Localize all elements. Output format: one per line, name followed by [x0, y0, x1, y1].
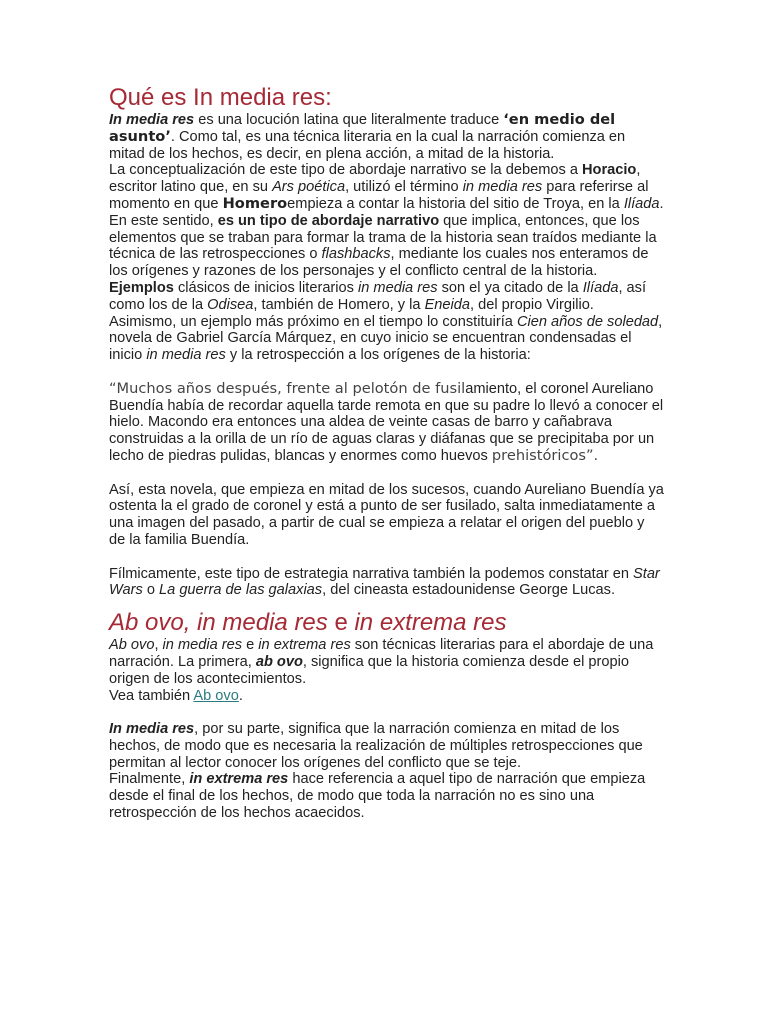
quote-paragraph: [109, 381, 664, 465]
text-span: , mediante los cuales nos enteramos de los orígenes y razones de los personajes y el conflicto central de la historia.: [109, 246, 649, 280]
text-span: Finalmente,: [109, 771, 190, 788]
examples-paragraph: [109, 280, 664, 364]
title-ars-poetica: Ars poética: [272, 179, 346, 196]
section-title-in-media-res: Qué es In media res:: [109, 84, 332, 111]
text-span: son técnicas literarias para el abordaje de una narración. La primera,: [109, 637, 654, 670]
see-also-line: [109, 688, 664, 705]
text-span: e: [242, 637, 259, 654]
quote-lead: “Muchos años después, frente al pelotón de fusil: [109, 379, 466, 397]
translation-phrase: ‘en medio del asunto’: [109, 111, 616, 145]
text-span: La conceptualización de este tipo de abordaje narrativo se la debemos a: [109, 162, 582, 179]
text-span: , también de Homero, y la: [253, 296, 425, 313]
text-span: y la retrospección a los orígenes de la historia:: [225, 347, 531, 364]
text-span: , así como los de la: [109, 279, 647, 313]
text-span: , por su parte, significa que la narración comienza en mitad de los hechos, de modo que es necesaria la realización de múltiples retrospecciones que permitan al lector conocer los orígenes del conflicto que se teje.: [109, 721, 643, 771]
text-span: , utilizó el término: [345, 179, 463, 196]
term-in-media-res: in media res: [162, 637, 243, 654]
name-homero: Homero: [222, 194, 288, 212]
title-guerra-galaxias: La guerra de las galaxias: [159, 582, 323, 599]
text-span: , significa que la historia comienza desde el propio origen de los acontecimientos.: [109, 653, 629, 687]
quote-end: prehistóricos”.: [491, 446, 599, 464]
text-span: , del propio Virgilio. Asimismo, un ejemplo más próximo en el tiempo lo constituiría: [109, 296, 594, 330]
title-iliada: Ilíada: [582, 279, 619, 296]
term-in-media-res: in media res: [358, 279, 438, 296]
text-span: , novela de Gabriel García Márquez, en cuyo inicio se encuentran condensadas el inicio: [109, 313, 663, 364]
text-span: Fílmicamente, este tipo de estrategia narrativa también la podemos constatar en: [109, 565, 634, 582]
title-iliada: Ilíada: [623, 195, 660, 212]
in-media-res-paragraph: [109, 721, 664, 771]
term-in-media-res: in media res: [462, 179, 543, 196]
term-ab-ovo: ab ovo: [255, 653, 303, 670]
text-span: , escritor latino que, en su: [109, 162, 641, 196]
text-span: Vea también: [109, 687, 194, 704]
novel-explanation-paragraph: Así, esta novela, que empieza en mitad de los sucesos, cuando Aureliano Buendía ya ostenta la el grado de coronel y está a punto de ser fusilado, salta inmediatamente a una imagen del pasado, a partir de cual se empieza a relatar el origen del pueblo y de la familia Buendía.: [109, 481, 664, 548]
term-in-extrema-res: in extrema res: [258, 637, 351, 654]
term-in-media-res: In media res: [109, 112, 195, 128]
text-span: .: [659, 195, 664, 212]
ab-ovo-link[interactable]: Ab ovo: [193, 687, 239, 704]
text-span: es una locución latina que literalmente traduce: [194, 112, 504, 128]
title-part: Ab ovo, in media res: [109, 609, 328, 637]
techniques-paragraph: [109, 637, 664, 687]
text-span: ,: [154, 637, 163, 654]
text-span: o: [142, 582, 160, 599]
origin-paragraph: [109, 162, 664, 212]
label-ejemplos: Ejemplos: [109, 279, 174, 296]
term-in-media-res: In media res: [109, 721, 195, 738]
film-paragraph: [109, 566, 664, 600]
in-extrema-res-paragraph: [109, 771, 664, 821]
term-ab-ovo: Ab ovo: [109, 637, 155, 654]
definition-paragraph: [109, 112, 664, 162]
section-title-ab-ovo: [109, 609, 664, 637]
text-span: , del cineasta estadounidense George Lucas.: [322, 582, 615, 599]
title-odisea: Odisea: [207, 296, 254, 313]
term-in-media-res: in media res: [146, 347, 226, 364]
text-span: . Como tal, es una técnica literaria en la cual la narración comienza en mitad de los hechos, es decir, en plena acción, a mitad de la historia.: [109, 128, 626, 162]
term-in-extrema-res: in extrema res: [189, 771, 289, 788]
text-span: En este sentido,: [109, 212, 218, 229]
title-part: in extrema res: [354, 609, 507, 637]
text-span: .: [238, 687, 243, 704]
text-span: para referirse al momento en que: [109, 179, 649, 212]
text-span: que implica, entonces, que los elementos que se traban para formar la trama de la historia sean traídos mediante la técnica de las retrospecciones o: [109, 212, 657, 263]
narrative-approach-paragraph: [109, 213, 664, 280]
title-star-wars: Star Wars: [109, 565, 660, 599]
title-cien-anos: Cien años de soledad: [516, 313, 659, 330]
title-part: e: [327, 609, 355, 637]
text-span: son el ya citado de la: [437, 279, 583, 296]
text-span: clásicos de inicios literarios: [173, 279, 359, 296]
text-span: hace referencia a aquel tipo de narración que empieza desde el final de los hechos, de modo que toda la narración no es sino una retrospección de los hechos acaecidos.: [109, 771, 646, 822]
text-span: empieza a contar la historia del sitio de Troya, en la: [287, 195, 624, 212]
text-span: amiento, el coronel Aureliano Buendía había de recordar aquella tarde remota en que su padre lo llevó a conocer el hielo. Macondo era entonces una aldea de veinte casas de barro y cañabrava construidas a la orilla de un río de aguas claras y diáfanas que se precipitaba por un lecho de piedras pulidas, blancas y enormes como huevos: [109, 380, 664, 464]
term-flashbacks: flashbacks: [321, 246, 391, 263]
name-horacio: Horacio: [582, 162, 637, 179]
title-eneida: Eneida: [424, 296, 471, 313]
bold-phrase: es un tipo de abordaje narrativo: [217, 212, 440, 229]
